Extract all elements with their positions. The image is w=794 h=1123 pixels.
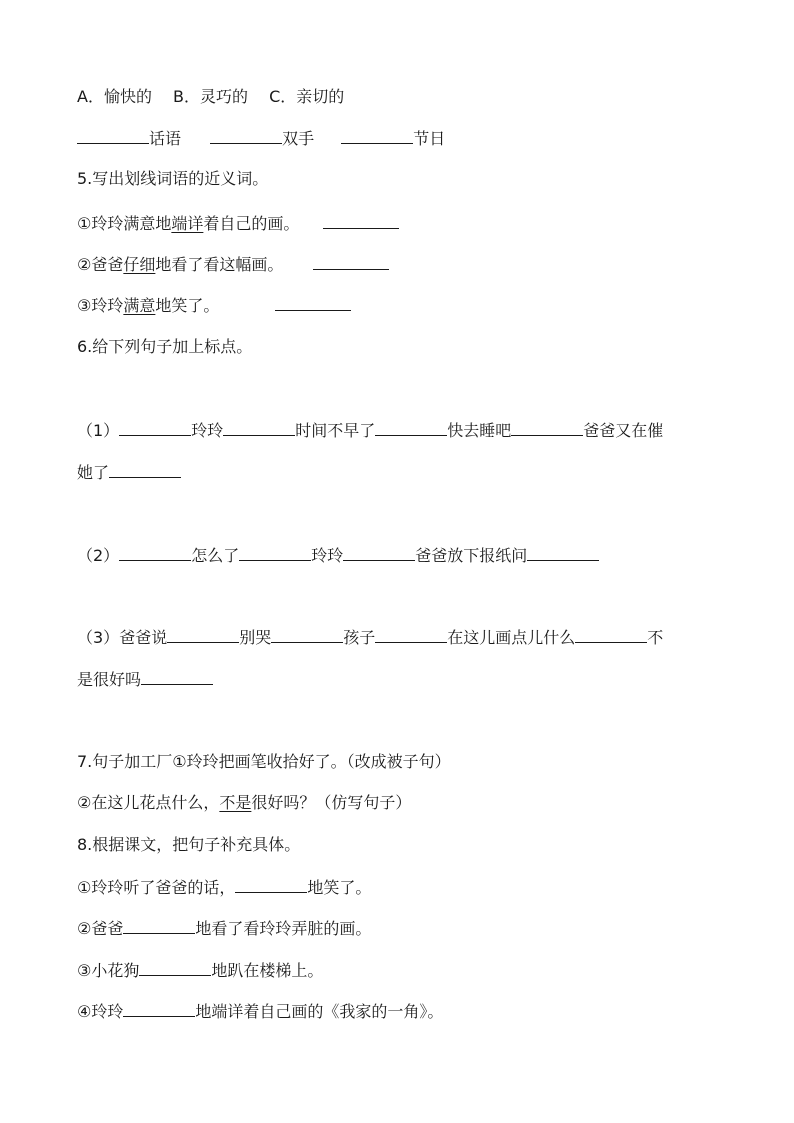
q6-s3-c: 孩子 — [343, 628, 376, 647]
q6-sentence-3-cont — [77, 668, 213, 691]
q5-item-3 — [77, 294, 351, 317]
fill-row — [77, 127, 445, 150]
q6-s3-num: （3） — [77, 628, 120, 647]
q6-sentence-1-cont — [77, 461, 181, 484]
q5-i1-pre: ①玲玲满意地 — [77, 214, 172, 233]
q6-s1-blank[interactable] — [109, 461, 181, 478]
q6-s2-b: 玲玲 — [311, 546, 344, 565]
q7-item-2 — [77, 792, 411, 814]
blank-3[interactable] — [341, 127, 413, 144]
option-b: B．灵巧的 — [173, 87, 249, 106]
q6-s3-d: 在这儿画点儿什么 — [447, 628, 576, 647]
q6-s3-b: 别哭 — [239, 628, 272, 647]
q6-sentence-3 — [77, 626, 663, 649]
q6-s3-blank[interactable] — [575, 626, 647, 643]
q7-title: 7.句子加工厂①玲玲把画笔收拾好了。（改成被子句） — [77, 752, 451, 771]
option-a: A．愉快的 — [77, 87, 152, 106]
q8-blank-3[interactable] — [139, 959, 211, 976]
q6-s2-c: 爸爸放下报纸问 — [415, 546, 528, 565]
q6-s2-blank[interactable] — [119, 544, 191, 561]
word-huayu: 话语 — [149, 129, 182, 148]
q8-title: 8.根据课文，把句子补充具体。 — [77, 835, 301, 854]
q6-s1-d: 爸爸又在催 — [583, 421, 664, 440]
q5-i2-post: 地看了看这幅画。 — [155, 255, 284, 274]
q5-blank-1[interactable] — [323, 212, 399, 229]
q5-title: 5.写出划线词语的近义词。 — [77, 169, 269, 188]
q5-blank-2[interactable] — [313, 253, 389, 270]
q5-i1-underlined: 端详 — [171, 214, 204, 233]
q8-blank-2[interactable] — [123, 917, 195, 934]
q8-i3-pre: ③小花狗 — [77, 961, 140, 980]
q5-blank-3[interactable] — [275, 294, 351, 311]
q8-i1-post: 地笑了。 — [307, 878, 372, 897]
q5-i1-post: 着自己的画。 — [203, 214, 300, 233]
q6-s2-blank[interactable] — [239, 544, 311, 561]
q6-s1-e: 她了 — [77, 463, 110, 482]
q6-title: 6.给下列句子加上标点。 — [77, 337, 253, 356]
q8-item-1 — [77, 876, 371, 899]
q6-s2-blank[interactable] — [527, 544, 599, 561]
q8-blank-4[interactable] — [123, 1000, 195, 1017]
q7-l2-post: 很好吗？（仿写句子） — [251, 793, 412, 812]
q6-s1-blank[interactable] — [119, 419, 191, 436]
q5-item-2 — [77, 253, 389, 276]
q7-l2-underlined: 不是 — [219, 793, 252, 812]
q8-blank-1[interactable] — [235, 876, 307, 893]
q6-s1-b: 时间不早了 — [295, 421, 376, 440]
q6-s1-blank[interactable] — [223, 419, 295, 436]
q8-i2-post: 地看了看玲玲弄脏的画。 — [195, 919, 372, 938]
q6-s2-blank[interactable] — [343, 544, 415, 561]
q5-i3-pre: ③玲玲 — [77, 296, 124, 315]
option-c: C．亲切的 — [269, 87, 345, 106]
q6-s1-blank[interactable] — [375, 419, 447, 436]
q6-s1-blank[interactable] — [511, 419, 583, 436]
q8-i3-post: 地趴在楼梯上。 — [211, 961, 324, 980]
q5-item-1 — [77, 212, 399, 235]
q5-i2-underlined: 仔细 — [123, 255, 156, 274]
q8-item-3 — [77, 959, 323, 982]
q6-s2-num: （2） — [77, 546, 120, 565]
q6-s3-blank[interactable] — [375, 626, 447, 643]
q6-s2-a: 怎么了 — [191, 546, 240, 565]
q5-i2-pre: ②爸爸 — [77, 255, 124, 274]
blank-1[interactable] — [77, 127, 149, 144]
blank-2[interactable] — [210, 127, 282, 144]
q5-i3-post: 地笑了。 — [155, 296, 220, 315]
q8-i4-pre: ④玲玲 — [77, 1002, 124, 1021]
q6-s1-num: （1） — [77, 421, 120, 440]
q6-sentence-1 — [77, 419, 663, 442]
q6-s1-c: 快去睡吧 — [447, 421, 512, 440]
word-shuangshou: 双手 — [282, 129, 315, 148]
q6-s3-blank[interactable] — [167, 626, 239, 643]
word-options — [77, 86, 344, 108]
q6-s3-a: 爸爸说 — [119, 628, 168, 647]
q5-i3-underlined: 满意 — [123, 296, 156, 315]
q8-i4-post: 地端详着自己画的《我家的一角》。 — [195, 1002, 444, 1021]
q6-s1-a: 玲玲 — [191, 421, 224, 440]
q6-s3-f: 是很好吗 — [77, 670, 142, 689]
q8-item-4 — [77, 1000, 443, 1023]
q8-item-2 — [77, 917, 371, 940]
q6-s3-e: 不 — [647, 628, 664, 647]
q6-s3-blank[interactable] — [141, 668, 213, 685]
q8-i1-pre: ①玲玲听了爸爸的话， — [77, 878, 236, 897]
word-jieri: 节日 — [413, 129, 446, 148]
q6-s3-blank[interactable] — [271, 626, 343, 643]
q8-i2-pre: ②爸爸 — [77, 919, 124, 938]
q6-sentence-2 — [77, 544, 599, 567]
q7-l2-pre: ②在这儿花点什么， — [77, 793, 220, 812]
